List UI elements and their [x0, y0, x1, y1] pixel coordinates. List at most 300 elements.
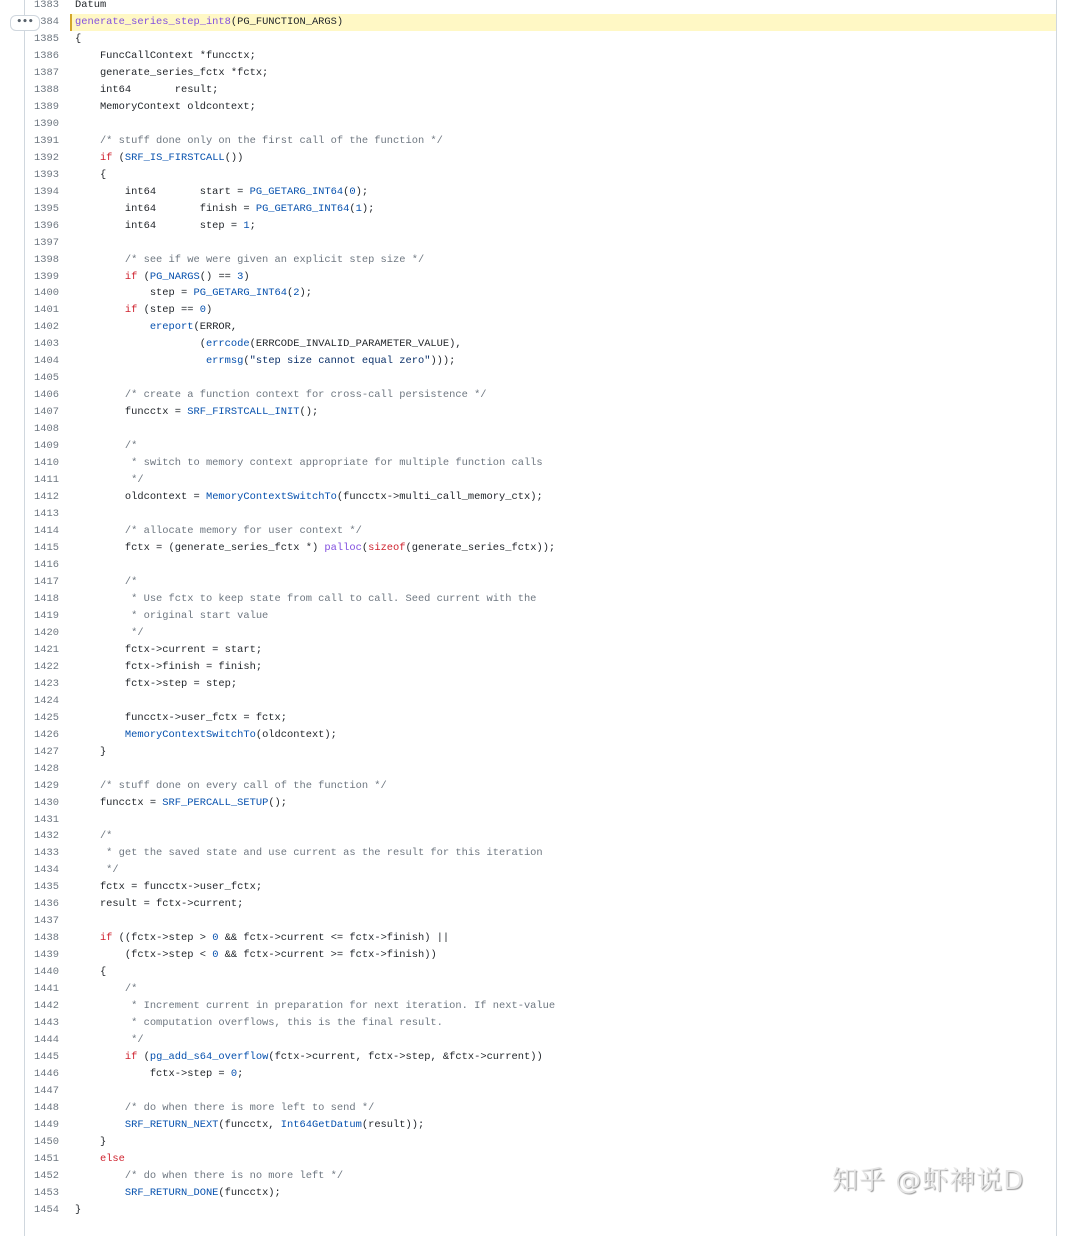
- code-line: [0, 998, 1056, 1015]
- code-token: (fctx->current, fctx->step, &fctx->current)): [268, 1051, 543, 1064]
- line-code: [70, 65, 1056, 82]
- line-number[interactable]: 1408: [34, 423, 59, 436]
- line-number[interactable]: 1437: [34, 915, 59, 928]
- code-line: [0, 489, 1056, 506]
- line-code: [70, 998, 1056, 1015]
- line-code: [70, 302, 1056, 319]
- line-code: [70, 167, 1056, 184]
- code-token: * get the saved state and use current as the result for this iteration: [75, 847, 543, 860]
- line-number[interactable]: 1451: [34, 1152, 59, 1165]
- line-code: [70, 557, 1056, 574]
- code-token: int64 result;: [75, 83, 219, 96]
- code-line: [0, 387, 1056, 404]
- line-code: [70, 455, 1056, 472]
- line-number[interactable]: 1405: [34, 372, 59, 385]
- code-line: [0, 438, 1056, 455]
- line-number[interactable]: 1453: [34, 1186, 59, 1199]
- code-token: 0: [212, 932, 219, 945]
- code-token: (ERRCODE_INVALID_PARAMETER_VALUE),: [249, 338, 462, 351]
- code-line: [0, 1015, 1056, 1032]
- line-code: [70, 812, 1056, 829]
- code-token: SRF_RETURN_DONE: [75, 1186, 219, 1199]
- line-code: [70, 778, 1056, 795]
- code-line: [0, 319, 1056, 336]
- code-line: [0, 31, 1056, 48]
- line-number[interactable]: 1423: [34, 677, 59, 690]
- line-number[interactable]: 1432: [34, 830, 59, 843]
- code-token: }: [75, 1135, 107, 1148]
- line-code: [70, 201, 1056, 218]
- line-number[interactable]: 1441: [34, 983, 59, 996]
- code-token: MemoryContext oldcontext;: [75, 100, 256, 113]
- code-line: [0, 455, 1056, 472]
- code-line: [0, 930, 1056, 947]
- line-code: [70, 947, 1056, 964]
- code-token: step =: [75, 287, 194, 300]
- code-line: [0, 761, 1056, 778]
- code-token: (: [75, 338, 206, 351]
- code-token: if: [75, 151, 113, 164]
- line-code: [70, 421, 1056, 438]
- line-number[interactable]: 1386: [34, 49, 59, 62]
- code-line: [0, 964, 1056, 981]
- code-token: Int64GetDatum: [280, 1118, 362, 1131]
- line-number[interactable]: 1427: [34, 745, 59, 758]
- code-line: [0, 812, 1056, 829]
- code-token: ();: [299, 406, 319, 419]
- line-code: [70, 981, 1056, 998]
- code-token: ereport: [75, 321, 194, 334]
- line-code: [70, 1032, 1056, 1049]
- line-number[interactable]: 1422: [34, 660, 59, 673]
- code-token: SRF_FIRSTCALL_INIT: [187, 406, 300, 419]
- code-token: * Use fctx to keep state from call to call. Seed current with the: [75, 592, 537, 605]
- line-code: [70, 252, 1056, 269]
- code-line: [0, 523, 1056, 540]
- line-number[interactable]: 1389: [34, 100, 59, 113]
- line-code: [70, 591, 1056, 608]
- line-number[interactable]: 1393: [34, 168, 59, 181]
- line-code: [70, 1117, 1056, 1134]
- line-number[interactable]: 1402: [34, 321, 59, 334]
- line-code: [70, 353, 1056, 370]
- line-number[interactable]: 1450: [34, 1135, 59, 1148]
- code-line: [0, 557, 1056, 574]
- line-code: [70, 48, 1056, 65]
- line-number[interactable]: 1435: [34, 881, 59, 894]
- line-code: [70, 14, 1056, 31]
- code-line: [0, 710, 1056, 727]
- code-token: (: [243, 355, 250, 368]
- line-code: [70, 99, 1056, 116]
- code-token: (funcctx,: [218, 1118, 281, 1131]
- code-line: [0, 353, 1056, 370]
- code-token: (fctx->step <: [75, 949, 213, 962]
- code-line: [0, 1100, 1056, 1117]
- code-line: [0, 591, 1056, 608]
- line-number[interactable]: 1438: [34, 932, 59, 945]
- line-code: [70, 608, 1056, 625]
- code-token: SRF_RETURN_NEXT: [75, 1118, 219, 1131]
- code-token: /*: [75, 440, 138, 453]
- code-token: /* do when there is no more left */: [75, 1169, 344, 1182]
- code-line: [0, 302, 1056, 319]
- code-line: [0, 116, 1056, 133]
- code-token: }: [75, 745, 107, 758]
- line-code: [70, 693, 1056, 710]
- line-code: [70, 659, 1056, 676]
- code-line: [0, 404, 1056, 421]
- code-line: [0, 693, 1056, 710]
- line-number[interactable]: 1426: [34, 728, 59, 741]
- code-token: );: [299, 287, 312, 300]
- code-line: [0, 862, 1056, 879]
- line-code: [70, 218, 1056, 235]
- line-number[interactable]: 1410: [34, 457, 59, 470]
- code-line: [0, 506, 1056, 523]
- code-token: /* stuff done only on the first call of the function */: [75, 134, 443, 147]
- line-number[interactable]: 1436: [34, 898, 59, 911]
- code-line: [0, 642, 1056, 659]
- code-token: /* see if we were given an explicit step size */: [75, 253, 425, 266]
- code-line: [0, 201, 1056, 218]
- code-line: [0, 828, 1056, 845]
- code-token: ;: [249, 219, 256, 232]
- code-token: /* create a function context for cross-call persistence */: [75, 389, 487, 402]
- line-number[interactable]: 1395: [34, 202, 59, 215]
- code-line: [0, 48, 1056, 65]
- code-line: [0, 845, 1056, 862]
- line-code: [70, 370, 1056, 387]
- code-token: 0: [212, 949, 219, 962]
- line-code: [70, 744, 1056, 761]
- code-token: (result));: [361, 1118, 425, 1131]
- code-token: ): [205, 304, 213, 317]
- code-token: else: [75, 1152, 125, 1165]
- line-code: [70, 1134, 1056, 1151]
- line-code: [70, 964, 1056, 981]
- line-code: [70, 1083, 1056, 1100]
- code-token: {: [75, 966, 107, 979]
- code-line: [0, 727, 1056, 744]
- code-token: errmsg: [75, 355, 244, 368]
- line-number[interactable]: 1449: [34, 1118, 59, 1131]
- code-token: /* stuff done on every call of the function */: [75, 779, 387, 792]
- line-code: [70, 116, 1056, 133]
- line-code: [70, 1015, 1056, 1032]
- code-token: 1: [243, 219, 250, 232]
- line-number[interactable]: 1452: [34, 1169, 59, 1182]
- code-token: fctx = (generate_series_fctx *): [75, 542, 325, 554]
- code-token: if: [75, 932, 113, 945]
- code-line: [0, 778, 1056, 795]
- line-code: [70, 404, 1056, 421]
- code-token: if: [75, 1051, 138, 1064]
- code-token: (funcctx);: [218, 1186, 281, 1199]
- line-code: [70, 438, 1056, 455]
- line-code: [70, 845, 1056, 862]
- line-number[interactable]: 1448: [34, 1101, 59, 1114]
- code-line: [0, 99, 1056, 116]
- code-token: ;: [237, 1068, 244, 1081]
- code-token: oldcontext =: [75, 491, 206, 504]
- line-code: [70, 710, 1056, 727]
- code-token: * original start value: [75, 609, 269, 622]
- code-token: PG_GETARG_INT64: [255, 202, 350, 215]
- code-token: int64 step =: [75, 219, 244, 232]
- line-code: [70, 828, 1056, 845]
- code-line: [0, 879, 1056, 896]
- line-number[interactable]: 1392: [34, 151, 59, 164]
- line-code: [70, 727, 1056, 744]
- code-token: funcctx =: [75, 406, 188, 419]
- code-line: [0, 1134, 1056, 1151]
- line-number[interactable]: 1390: [34, 117, 59, 130]
- code-token: * computation overflows, this is the final result.: [75, 1017, 443, 1030]
- line-number[interactable]: 1425: [34, 711, 59, 724]
- code-line: [0, 1049, 1056, 1066]
- line-number[interactable]: 1424: [34, 694, 59, 707]
- line-number[interactable]: 1383: [34, 0, 59, 11]
- line-number[interactable]: 1412: [34, 491, 59, 504]
- line-number[interactable]: 1429: [34, 779, 59, 792]
- code-token: */: [75, 626, 144, 639]
- line-options-button[interactable]: •••: [10, 15, 40, 31]
- code-token: * Increment current in preparation for next iteration. If next-value: [75, 1000, 556, 1013]
- line-number[interactable]: 1400: [34, 287, 59, 300]
- line-number[interactable]: 1397: [34, 236, 59, 249]
- line-number[interactable]: 1415: [34, 542, 59, 554]
- line-number[interactable]: 1394: [34, 185, 59, 198]
- code-token: PG_GETARG_INT64: [249, 185, 344, 198]
- code-line: [0, 150, 1056, 167]
- code-token: if: [75, 270, 138, 283]
- line-number[interactable]: 1391: [34, 134, 59, 147]
- code-token: 3: [237, 270, 244, 283]
- line-number[interactable]: 1399: [34, 270, 59, 283]
- code-line: [0, 1202, 1056, 1219]
- code-token: /*: [75, 575, 138, 588]
- line-number[interactable]: 1431: [34, 813, 59, 826]
- code-token: SRF_IS_FIRSTCALL: [124, 151, 225, 164]
- line-number[interactable]: 1443: [34, 1017, 59, 1030]
- code-token: 0: [199, 304, 206, 317]
- line-code: [70, 0, 1056, 14]
- line-number[interactable]: 384: [40, 15, 59, 28]
- line-code: [70, 574, 1056, 591]
- line-number[interactable]: 1413: [34, 508, 59, 521]
- code-line: [0, 540, 1056, 557]
- code-token: (PG_FUNCTION_ARGS): [230, 15, 344, 28]
- code-line: [0, 184, 1056, 201]
- line-code: [70, 506, 1056, 523]
- code-token: */: [75, 864, 119, 877]
- line-number[interactable]: 1416: [34, 558, 59, 571]
- code-line: [0, 744, 1056, 761]
- code-line: [0, 0, 1056, 14]
- code-token: /*: [75, 983, 138, 996]
- code-token: fctx->step =: [75, 1068, 231, 1081]
- line-number[interactable]: 1398: [34, 253, 59, 266]
- code-token: funcctx->user_fctx = fctx;: [75, 711, 288, 724]
- code-token: 2: [293, 287, 300, 300]
- line-number[interactable]: 1439: [34, 949, 59, 962]
- code-token: if: [75, 304, 138, 317]
- line-number[interactable]: 1409: [34, 440, 59, 453]
- line-code: [70, 472, 1056, 489]
- line-code: [70, 82, 1056, 99]
- code-line: [0, 1117, 1056, 1134]
- code-line: [0, 167, 1056, 184]
- code-token: && fctx->current >= fctx->finish)): [218, 949, 437, 962]
- code-token: "step size cannot equal zero": [249, 355, 431, 368]
- line-code: [70, 387, 1056, 404]
- code-token: (ERROR,: [193, 321, 238, 334]
- code-token: 0: [349, 185, 356, 198]
- line-code: [70, 930, 1056, 947]
- code-line: [0, 608, 1056, 625]
- line-code: [70, 879, 1056, 896]
- code-token: );: [361, 202, 375, 215]
- code-token: /*: [75, 830, 113, 843]
- line-number[interactable]: 1411: [34, 474, 59, 487]
- line-code: [70, 133, 1056, 150]
- code-line: [0, 1083, 1056, 1100]
- line-number[interactable]: 1440: [34, 966, 59, 979]
- code-line: [0, 472, 1056, 489]
- line-number[interactable]: 1403: [34, 338, 59, 351]
- line-number[interactable]: 1420: [34, 626, 59, 639]
- code-token: (: [343, 185, 350, 198]
- code-line: [0, 218, 1056, 235]
- code-token: fctx->current = start;: [75, 643, 263, 656]
- code-token: (: [137, 1051, 150, 1064]
- line-code: [70, 862, 1056, 879]
- code-token: fctx->step = step;: [75, 677, 238, 690]
- code-token: (oldcontext);: [255, 728, 337, 741]
- line-number[interactable]: 1428: [34, 762, 59, 775]
- code-token: );: [355, 185, 369, 198]
- code-token: MemoryContextSwitchTo: [75, 728, 256, 741]
- line-code: [70, 540, 1056, 557]
- line-code: [70, 336, 1056, 353]
- line-number[interactable]: 1388: [34, 83, 59, 96]
- code-token: errcode: [205, 338, 250, 351]
- code-line: [0, 285, 1056, 302]
- code-line: [0, 252, 1056, 269]
- line-code: [70, 269, 1056, 286]
- code-line: [0, 981, 1056, 998]
- code-token: (funcctx->multi_call_memory_ctx);: [336, 491, 543, 504]
- line-number[interactable]: 1430: [34, 796, 59, 809]
- line-code: [70, 235, 1056, 252]
- code-token: PG_GETARG_INT64: [193, 287, 288, 300]
- line-number[interactable]: 1407: [34, 406, 59, 419]
- code-line: [0, 896, 1056, 913]
- line-number[interactable]: 1421: [34, 643, 59, 656]
- code-token: ();: [268, 796, 288, 809]
- code-line: [0, 913, 1056, 930]
- code-token: }: [75, 1203, 82, 1216]
- line-code: [70, 1049, 1056, 1066]
- code-line: [0, 336, 1056, 353]
- code-line: [0, 370, 1056, 387]
- line-code: [70, 319, 1056, 336]
- code-token: Datum: [75, 0, 107, 11]
- line-number[interactable]: 1433: [34, 847, 59, 860]
- line-code: [70, 761, 1056, 778]
- code-line: [0, 1032, 1056, 1049]
- watermark: 知乎 @虾神说D: [832, 1166, 1025, 1196]
- code-token: {: [75, 32, 82, 45]
- line-code: [70, 795, 1056, 812]
- line-number[interactable]: 1404: [34, 355, 59, 368]
- line-number[interactable]: 1445: [34, 1051, 59, 1064]
- line-number[interactable]: 1406: [34, 389, 59, 402]
- code-token: fctx->finish = finish;: [75, 660, 263, 673]
- code-token: palloc: [324, 542, 362, 554]
- code-token: )));: [430, 355, 456, 368]
- line-number[interactable]: 1454: [34, 1203, 59, 1216]
- code-token: result = fctx->current;: [75, 898, 244, 911]
- line-number[interactable]: 1418: [34, 592, 59, 605]
- code-token: (: [349, 202, 356, 215]
- code-token: (: [112, 151, 125, 164]
- code-token: /* do when there is more left to send */: [75, 1101, 375, 1114]
- code-token: */: [75, 474, 144, 487]
- code-token: int64 finish =: [75, 202, 256, 215]
- code-line: [0, 133, 1056, 150]
- line-number[interactable]: 1401: [34, 304, 59, 317]
- line-code: [70, 523, 1056, 540]
- line-number[interactable]: 1444: [34, 1034, 59, 1047]
- code-token: () ==: [199, 270, 238, 283]
- code-token: (: [361, 542, 369, 554]
- line-number[interactable]: 1447: [34, 1085, 59, 1097]
- code-line: [0, 65, 1056, 82]
- line-number[interactable]: 1419: [34, 609, 59, 622]
- line-code: [70, 625, 1056, 642]
- code-token: SRF_PERCALL_SETUP: [162, 796, 269, 809]
- line-number[interactable]: 1385: [34, 32, 59, 45]
- line-number[interactable]: 1434: [34, 864, 59, 877]
- code-token: && fctx->current <= fctx->finish) ||: [218, 932, 450, 945]
- code-line: [0, 574, 1056, 591]
- line-number[interactable]: 1387: [34, 66, 59, 79]
- code-token: funcctx =: [75, 796, 163, 809]
- code-line: [0, 14, 1056, 31]
- line-number[interactable]: 1414: [34, 525, 59, 538]
- line-code: [70, 31, 1056, 48]
- line-number[interactable]: 1442: [34, 1000, 59, 1013]
- code-token: ): [243, 270, 250, 283]
- line-number[interactable]: 1446: [34, 1068, 59, 1081]
- line-number[interactable]: 1417: [34, 575, 59, 588]
- code-token: ((fctx->step >: [112, 932, 213, 945]
- line-number[interactable]: 1396: [34, 219, 59, 232]
- code-line: [0, 1066, 1056, 1083]
- code-token: (: [137, 270, 150, 283]
- code-token: /* allocate memory for user context */: [75, 525, 362, 538]
- code-token: (step ==: [137, 304, 200, 317]
- code-token: generate_series_step_int8: [75, 15, 231, 28]
- code-token: FuncCallContext *funcctx;: [75, 49, 256, 62]
- line-code: [70, 913, 1056, 930]
- code-line: [0, 625, 1056, 642]
- line-code: [70, 896, 1056, 913]
- line-code: [70, 1066, 1056, 1083]
- code-token: int64 start =: [75, 185, 250, 198]
